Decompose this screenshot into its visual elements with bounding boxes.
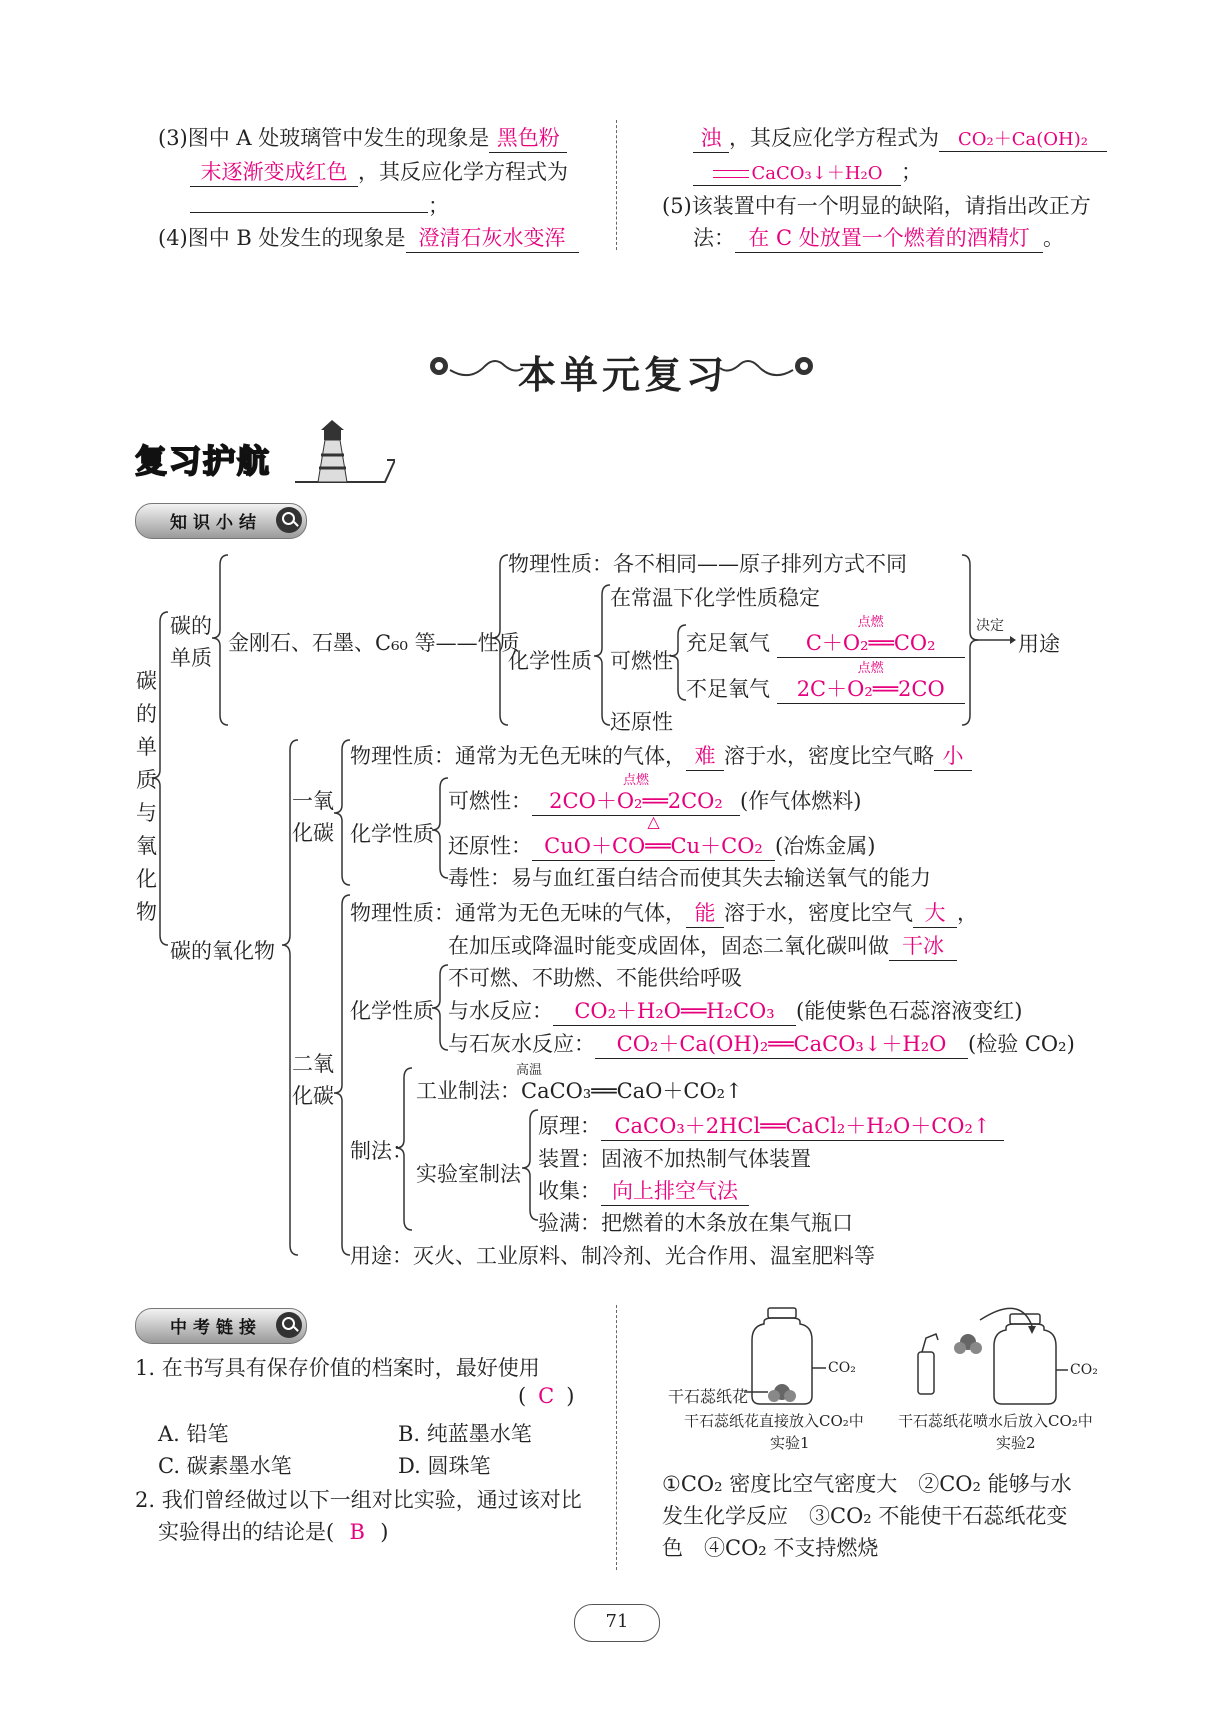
conclusions-line1: ①CO₂ 密度比空气密度大 ②CO₂ 能够与水 <box>662 1472 1072 1496</box>
co-reduce: 还原性： △ CuO＋CO══Cu＋CO₂ (冶炼金属) <box>448 830 875 861</box>
summary-tab: 知识小结 <box>135 503 307 539</box>
q4-line1: (4)图中 B 处发生的现象是 澄清石灰水变浑 <box>158 222 579 253</box>
q5-answer: 在 C 处放置一个燃着的酒精灯 <box>735 222 1043 253</box>
conclusions-line3: 色 ④CO₂ 不支持燃烧 <box>662 1536 879 1560</box>
co-combust: 可燃性： 点燃 2CO＋O₂══2CO₂ (作气体燃料) <box>448 785 861 816</box>
co2-chem-1: 不可燃、不助燃、不能供给呼吸 <box>448 966 742 990</box>
q3-line2: 末逐渐变成红色 ，其反应化学方程式为 <box>190 156 568 187</box>
exam-q1-option-c: C. 碳素墨水笔 <box>158 1454 292 1478</box>
prep-label: 制法： <box>350 1139 413 1163</box>
lab-principle: 原理： CaCO₃＋2HCl══CaCl₂＋H₂O＋CO₂↑ <box>538 1110 1004 1141</box>
lab-test-full: 验满：把燃着的木条放在集气瓶口 <box>538 1211 853 1235</box>
conclusions-line2: 发生化学反应 ③CO₂ 不能使干石蕊纸花变 <box>662 1504 1068 1528</box>
lab-collect: 收集： 向上排空气法 <box>538 1175 749 1206</box>
q3-answer2: 末逐渐变成红色 <box>190 156 358 187</box>
combust-label: 可燃性 <box>610 649 673 673</box>
co-phys: 物理性质：通常为无色无味的气体， 难 溶于水，密度比空气略 小 <box>350 740 972 771</box>
co2-phys-line2: 在加压或降温时能变成固体，固态二氧化碳叫做 干冰 <box>448 930 957 961</box>
co-toxicity: 毒性：易与血红蛋白结合而使其失去输送氧气的能力 <box>448 866 931 890</box>
exam-q1-option-d: D. 圆珠笔 <box>398 1454 491 1478</box>
fig-caption-2a: 干石蕊纸花喷水后放入CO₂中 <box>898 1412 1093 1430</box>
co2-chem-3: 与石灰水反应： CO₂＋Ca(OH)₂══CaCO₃↓＋H₂O (检验 CO₂) <box>448 1028 1075 1059</box>
fig-caption-2b: 实验2 <box>996 1434 1036 1452</box>
oxides-label: 碳的氧化物 <box>170 939 275 963</box>
co2-chem-2: 与水反应： CO₂＋H₂O══H₂CO₃ (能使紫色石蕊溶液变红) <box>448 995 1022 1026</box>
lab-prep-label: 实验室制法 <box>416 1162 521 1186</box>
co-chem-label: 化学性质 <box>350 822 434 846</box>
exam-q2-line1: 2. 我们曾经做过以下一组对比实验，通过该对比 <box>135 1488 582 1512</box>
fig-label-co2-1: CO₂ <box>828 1360 856 1376</box>
q4-equation-line2: CaCO₃↓＋H₂O ； <box>693 156 922 186</box>
fig-label-co2-2: CO₂ <box>1070 1362 1098 1378</box>
exam-q1-option-a: A. 铅笔 <box>158 1422 229 1446</box>
exam-q2-line2: 实验得出的结论是( B ) <box>158 1520 389 1544</box>
co2-chem-label: 化学性质 <box>350 999 434 1023</box>
q3-line3: ； <box>190 190 449 220</box>
element-line: 金刚石、石墨、C₆₀ 等——性质 <box>228 631 520 655</box>
exam-q1: 1. 在书写具有保存价值的档案时，最好使用 <box>135 1356 540 1380</box>
exam-q1-answer: ( C ) <box>518 1384 575 1408</box>
q4-continued: 浊 ，其反应化学方程式为 CO₂＋Ca(OH)₂ <box>693 122 1107 153</box>
magnifier-icon <box>276 1312 302 1338</box>
review-banner-text: 复习护航 <box>135 442 272 480</box>
co-label: 一氧 化碳 <box>292 789 334 845</box>
root-label: 碳 的 单 质 与 氧 化 物 <box>136 669 157 924</box>
use-label: 用途 <box>1018 632 1060 656</box>
q5-line2: 法： 在 C 处放置一个燃着的酒精灯 。 <box>693 222 1064 253</box>
full-oxygen-row: 充足氧气 点燃 C＋O₂══CO₂ <box>686 627 965 658</box>
q3-line1: (3)图中 A 处玻璃管中发生的现象是 黑色粉 <box>158 122 567 153</box>
co2-phys-line1: 物理性质：通常为无色无味的气体， 能 溶于水，密度比空气 大 ， <box>350 897 978 928</box>
co2-label: 二氧 化碳 <box>292 1052 334 1108</box>
carbon-element-label: 碳的 单质 <box>170 614 212 670</box>
exam-q1-option-b: B. 纯蓝墨水笔 <box>398 1422 532 1446</box>
page-number-badge: 71 <box>574 1604 660 1642</box>
phys-property: 物理性质：各不相同——原子排列方式不同 <box>508 552 907 576</box>
less-oxygen-row: 不足氧气 点燃 2C＋O₂══2CO <box>686 673 965 704</box>
q5-line1: (5)该装置中有一个明显的缺陷，请指出改正方 <box>662 194 1091 218</box>
decide-label: 决定 <box>976 618 1004 634</box>
fig-caption-1a: 干石蕊纸花直接放入CO₂中 <box>684 1412 864 1430</box>
fig-caption-1b: 实验1 <box>770 1434 810 1452</box>
fig-label-flower: 干石蕊纸花 <box>668 1387 749 1406</box>
section-title: 本单元复习 <box>518 353 729 397</box>
lab-apparatus: 装置：固液不加热制气体装置 <box>538 1147 811 1171</box>
q4-answer: 澄清石灰水变浑 <box>406 222 579 253</box>
co2-use: 用途：灭火、工业原料、制冷剂、光合作用、温室肥料等 <box>350 1244 875 1268</box>
reduce-label: 还原性 <box>610 710 673 734</box>
exam-tab: 中考链接 <box>135 1308 307 1344</box>
industrial-prep: 高温 工业制法：CaCO₃══CaO＋CO₂↑ <box>416 1063 743 1103</box>
column-divider-bottom <box>616 1305 617 1570</box>
q3-answer1: 黑色粉 <box>489 122 567 153</box>
chem-property-label: 化学性质 <box>508 649 592 673</box>
stable-text: 在常温下化学性质稳定 <box>610 586 820 610</box>
